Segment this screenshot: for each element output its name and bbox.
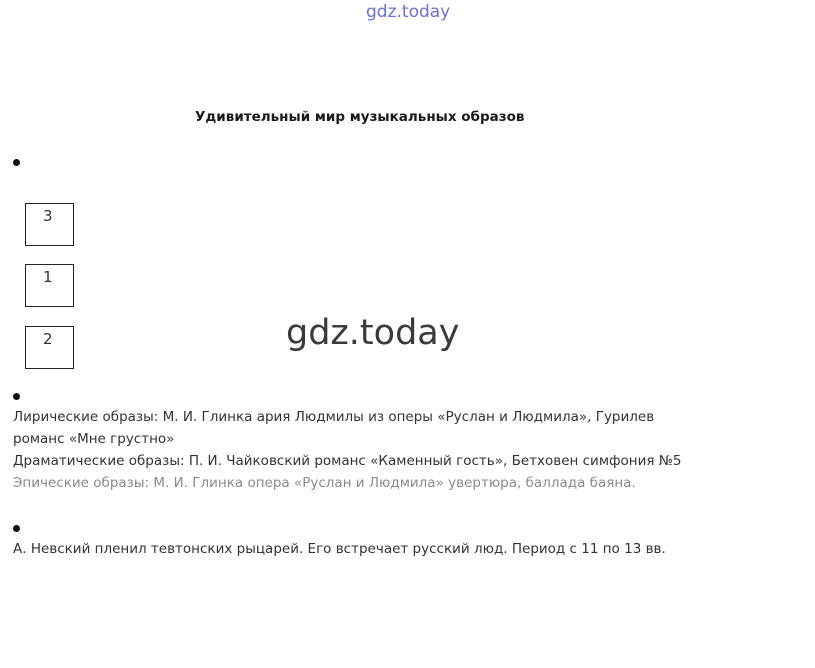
watermark-top: gdz.today xyxy=(366,2,451,22)
bullet-2 xyxy=(13,393,20,400)
epic-images-line: Эпические образы: М. И. Глинка опера «Руслан и Людмила» увертюра, баллада баяна. xyxy=(13,475,636,491)
lyrical-images-line-1: Лирические образы: М. И. Глинка ария Людмилы из оперы «Руслан и Людмила», Гурилев xyxy=(13,409,655,425)
number-box-2: 1 xyxy=(25,264,74,307)
watermark-center: gdz.today xyxy=(286,313,460,353)
dramatic-images-line: Драматические образы: П. И. Чайковский романс «Каменный гость», Бетховен симфония №5 xyxy=(13,453,682,469)
bullet-3 xyxy=(13,525,20,532)
page-title: Удивительный мир музыкальных образов xyxy=(195,109,525,125)
lyrical-images-line-2: романс «Мне грустно» xyxy=(13,431,175,447)
bullet-1 xyxy=(13,159,20,166)
number-box-3: 2 xyxy=(25,326,74,369)
number-box-1: 3 xyxy=(25,203,74,246)
nevsky-line: А. Невский пленил тевтонских рыцарей. Его встречает русский люд. Период с 11 по 13 вв. xyxy=(13,541,666,557)
